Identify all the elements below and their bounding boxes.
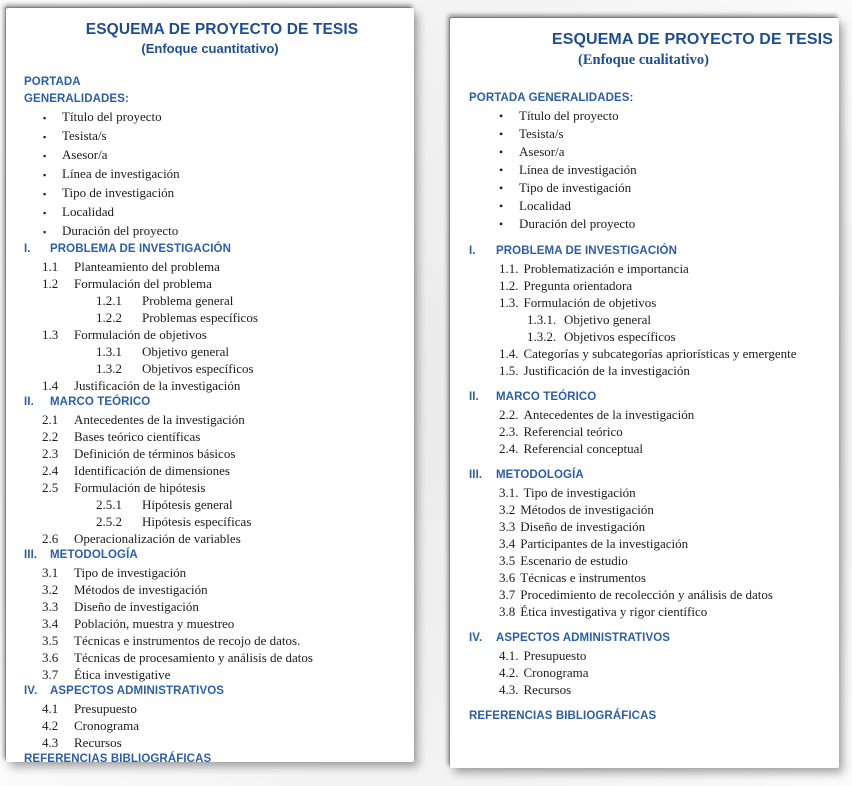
outline-line-sub [6, 513, 414, 530]
square-bullet-icon: ▪ [43, 208, 47, 218]
item-number: 2.2 [42, 429, 59, 444]
item-text: Tipo de investigación [74, 565, 187, 580]
item-text: Definición de términos básicos [74, 446, 236, 461]
item-text: Título del proyecto [62, 109, 162, 124]
outline-line-item [6, 717, 414, 734]
item-text: Diseño de investigación [74, 599, 199, 614]
item-text: Tesista/s [519, 126, 564, 141]
outline-line-bullet [6, 146, 414, 165]
item-text: Recursos [523, 682, 572, 697]
item-text: Categorías y subcategorías apriorísticas y emergente [523, 346, 797, 361]
item-text: REFERENCIAS BIBLIOGRÁFICAS [24, 753, 212, 765]
item-number: 4.2 [42, 718, 59, 733]
square-bullet-icon: ▪ [43, 151, 47, 161]
page-title: ESQUEMA DE PROYECTO DE TESIS [85, 21, 359, 38]
item-text: Técnicas e instrumentos [520, 570, 646, 585]
item-text: Localidad [519, 198, 571, 213]
outline-line-item [6, 275, 414, 292]
outline-line-bullet [6, 165, 414, 184]
outline-line-bullet [450, 215, 839, 233]
outline-line-heading [450, 708, 839, 725]
item-text: Referencial teórico [523, 424, 623, 439]
outline-line-item [6, 666, 414, 683]
item-number: 3.2 [42, 582, 59, 597]
outline-line-bullet [6, 127, 414, 146]
item-number: 3.3 [499, 519, 516, 534]
item-text: Planteamiento del problema [74, 259, 220, 274]
page-header-cuantitativo [6, 8, 414, 58]
outline-line-item [450, 569, 839, 586]
outline-line-item [450, 681, 839, 698]
item-text: Tipo de investigación [62, 185, 175, 200]
item-text: Presupuesto [74, 701, 137, 716]
outline-line-item [6, 615, 414, 632]
item-text: Recursos [74, 735, 122, 750]
item-number: II. [24, 396, 34, 408]
item-number: 3.2 [499, 502, 516, 517]
outline-line-bullet [6, 222, 414, 241]
square-bullet-icon: ▪ [43, 113, 47, 123]
outline-line-bullet [450, 197, 839, 215]
round-bullet-icon: • [499, 109, 504, 123]
outline-line-item [450, 423, 839, 440]
item-text: Operacionalización de variables [74, 531, 241, 546]
outline-line-item [450, 501, 839, 518]
round-bullet-icon: • [499, 181, 504, 195]
outline-line-sub [6, 309, 414, 326]
outline-gap [450, 698, 839, 708]
item-number: 1.1 [42, 259, 59, 274]
outline-line-bullet [450, 161, 839, 179]
outline-line-item [6, 445, 414, 462]
item-number: 1.4 [42, 378, 59, 393]
outline-line-item [450, 552, 839, 569]
outline-cualitativo [450, 90, 839, 725]
item-number: 1.3.1. [527, 312, 557, 327]
item-text: Cronograma [523, 665, 589, 680]
item-number: 1.2.1 [96, 293, 122, 308]
item-text: Localidad [62, 204, 114, 219]
item-text: Justificación de la investigación [74, 378, 241, 393]
item-text: Título del proyecto [519, 108, 619, 123]
item-text: Problematización e importancia [523, 261, 689, 276]
item-number: 1.3.1 [96, 344, 122, 359]
item-text: Tipo de investigación [519, 180, 632, 195]
item-number: 2.2. [499, 407, 519, 422]
page-esquema-cualitativo [450, 18, 839, 768]
item-text: Cronograma [74, 718, 139, 733]
page-subtitle: (Enfoque cualitativo) [578, 52, 709, 68]
square-bullet-icon: ▪ [43, 132, 47, 142]
outline-line-section [6, 394, 414, 411]
outline-line-item [450, 518, 839, 535]
item-text: Objetivo general [142, 344, 229, 359]
round-bullet-icon: • [499, 127, 504, 141]
item-text: Métodos de investigación [74, 582, 208, 597]
item-number: 3.1. [499, 485, 519, 500]
item-number: 1.3.2 [96, 361, 122, 376]
outline-line-item [450, 647, 839, 664]
outline-line-item [6, 564, 414, 581]
outline-line-bullet [6, 203, 414, 222]
page-header-cualitativo [450, 18, 839, 70]
item-number: 4.3 [42, 735, 59, 750]
item-text: Formulación del problema [74, 276, 212, 291]
item-text: REFERENCIAS BIBLIOGRÁFICAS [469, 710, 657, 722]
outline-gap [450, 379, 839, 389]
item-text: Antecedentes de la investigación [74, 412, 245, 427]
item-number: 1.1. [499, 261, 519, 276]
outline-line-section [450, 243, 839, 260]
outline-line-item [450, 277, 839, 294]
item-text: PORTADA [24, 76, 81, 88]
page-esquema-cuantitativo [6, 8, 414, 765]
item-text: Problemas específicos [142, 310, 258, 325]
outline-line-heading [450, 90, 839, 107]
item-number: 1.3. [499, 295, 519, 310]
outline-line-bullet [6, 108, 414, 127]
outline-gap [450, 620, 839, 630]
outline-line-item [6, 598, 414, 615]
outline-line-item [6, 581, 414, 598]
item-number: 1.4. [499, 346, 519, 361]
outline-line-bullet [450, 107, 839, 125]
outline-line-item [6, 734, 414, 751]
outline-line-section [450, 389, 839, 406]
item-text: MARCO TEÓRICO [50, 396, 151, 408]
outline-line-item [450, 484, 839, 501]
item-text: METODOLOGÍA [496, 469, 584, 481]
outline-line-sub [6, 292, 414, 309]
item-number: 1.2 [42, 276, 59, 291]
item-text: Formulación de hipótesis [74, 480, 206, 495]
outline-line-item [450, 603, 839, 620]
outline-line-bullet [450, 143, 839, 161]
item-number: 2.5 [42, 480, 59, 495]
outline-line-item [450, 406, 839, 423]
outline-line-item [450, 260, 839, 277]
item-text: Tesista/s [62, 128, 107, 143]
item-text: Objetivo general [564, 312, 651, 327]
outline-line-bullet [450, 179, 839, 197]
outline-line-section [450, 630, 839, 647]
round-bullet-icon: • [499, 217, 504, 231]
item-number: III. [469, 469, 483, 481]
item-text: Bases teórico científicas [74, 429, 201, 444]
outline-line-heading [6, 74, 414, 91]
outline-line-item [450, 362, 839, 379]
item-text: Problema general [142, 293, 234, 308]
item-number: 4.3. [499, 682, 519, 697]
outline-line-item [6, 462, 414, 479]
outline-line-item [6, 326, 414, 343]
item-number: II. [469, 391, 479, 403]
item-text: METODOLOGÍA [50, 549, 138, 561]
item-number: 3.1 [42, 565, 59, 580]
item-number: 3.4 [499, 536, 516, 551]
outline-line-item [6, 258, 414, 275]
round-bullet-icon: • [499, 199, 504, 213]
item-number: 2.1 [42, 412, 59, 427]
outline-line-sub [450, 328, 839, 345]
item-text: Diseño de investigación [520, 519, 646, 534]
item-number: 4.1. [499, 648, 519, 663]
page-title: ESQUEMA DE PROYECTO DE TESIS [551, 31, 833, 48]
outline-line-heading [6, 91, 414, 108]
outline-line-item [6, 530, 414, 547]
item-text: GENERALIDADES: [24, 93, 129, 105]
item-text: Tipo de investigación [523, 485, 636, 500]
item-text: Hipótesis específicas [142, 514, 252, 529]
item-number: 1.3.2. [527, 329, 557, 344]
item-number: 3.5 [499, 553, 516, 568]
round-bullet-icon: • [499, 145, 504, 159]
item-text: Línea de investigación [62, 166, 180, 181]
item-text: Asesor/a [62, 147, 108, 162]
item-text: MARCO TEÓRICO [496, 391, 597, 403]
outline-gap [450, 457, 839, 467]
item-number: 1.3 [42, 327, 59, 342]
item-number: III. [24, 549, 38, 561]
item-number: 2.6 [42, 531, 59, 546]
item-number: 2.3 [42, 446, 59, 461]
outline-line-sub [6, 496, 414, 513]
outline-line-sub [6, 360, 414, 377]
item-text: Identificación de dimensiones [74, 463, 230, 478]
item-text: ASPECTOS ADMINISTRATIVOS [50, 685, 225, 697]
outline-line-item [450, 664, 839, 681]
item-text: Hipótesis general [142, 497, 233, 512]
item-text: Objetivos específicos [564, 329, 676, 344]
item-number: 2.5.1 [96, 497, 122, 512]
item-text: Asesor/a [519, 144, 565, 159]
square-bullet-icon: ▪ [43, 227, 47, 237]
square-bullet-icon: ▪ [43, 170, 47, 180]
round-bullet-icon: • [499, 163, 504, 177]
item-text: Presupuesto [523, 648, 587, 663]
item-number: 3.8 [499, 604, 516, 619]
outline-line-item [6, 649, 414, 666]
item-text: Referencial conceptual [523, 441, 643, 456]
item-number: 1.2. [499, 278, 519, 293]
outline-line-bullet [6, 184, 414, 203]
item-number: IV. [469, 632, 483, 644]
item-text: Pregunta orientadora [523, 278, 633, 293]
outline-line-item [6, 632, 414, 649]
item-text: Ética investigativa y rigor científico [520, 604, 708, 619]
item-number: 3.6 [499, 570, 516, 585]
outline-line-item [450, 586, 839, 603]
item-text: Escenario de estudio [520, 553, 628, 568]
item-text: Línea de investigación [519, 162, 637, 177]
outline-line-sub [450, 311, 839, 328]
item-text: Formulación de objetivos [74, 327, 207, 342]
item-number: 3.7 [42, 667, 59, 682]
item-number: IV. [24, 685, 38, 697]
item-number: 4.2. [499, 665, 519, 680]
item-text: Procedimiento de recolección y análisis de datos [520, 587, 773, 602]
outline-line-sub [6, 343, 414, 360]
item-number: 4.1 [42, 701, 59, 716]
item-number: 3.6 [42, 650, 59, 665]
outline-gap [450, 233, 839, 243]
outline-line-item [6, 411, 414, 428]
item-text: PROBLEMA DE INVESTIGACIÓN [50, 243, 231, 255]
outline-line-item [450, 535, 839, 552]
item-number: 2.5.2 [96, 514, 122, 529]
item-text: Objetivos específicos [142, 361, 254, 376]
item-text: Ética investigative [74, 667, 171, 682]
item-number: I. [469, 245, 476, 257]
outline-line-item [450, 294, 839, 311]
item-text: Formulación de objetivos [523, 295, 657, 310]
page-subtitle: (Enfoque cuantitativo) [141, 41, 279, 56]
item-text: Técnicas de procesamiento y análisis de datos [74, 650, 313, 665]
item-number: 3.5 [42, 633, 59, 648]
item-text: Técnicas e instrumentos de recojo de datos. [74, 633, 301, 648]
item-text: Métodos de investigación [520, 502, 654, 517]
outline-line-item [6, 479, 414, 496]
item-text: Duración del proyecto [62, 223, 179, 238]
item-number: 1.2.2 [96, 310, 122, 325]
item-number: 3.3 [42, 599, 59, 614]
outline-line-section [6, 241, 414, 258]
item-text: ASPECTOS ADMINISTRATIVOS [496, 632, 671, 644]
item-text: PROBLEMA DE INVESTIGACIÓN [496, 245, 677, 257]
item-text: Antecedentes de la investigación [523, 407, 695, 422]
item-number: 3.4 [42, 616, 59, 631]
item-text: Población, muestra y muestreo [74, 616, 235, 631]
item-text: Participantes de la investigación [520, 536, 689, 551]
item-number: I. [24, 243, 31, 255]
item-text: PORTADA GENERALIDADES: [469, 92, 634, 104]
outline-line-section [6, 683, 414, 700]
outline-line-item [6, 377, 414, 394]
outline-line-section [450, 467, 839, 484]
item-number: 2.4 [42, 463, 59, 478]
item-number: 2.3. [499, 424, 519, 439]
item-number: 3.7 [499, 587, 516, 602]
item-number: 1.5. [499, 363, 519, 378]
outline-line-item [450, 345, 839, 362]
outline-line-bullet [450, 125, 839, 143]
outline-line-item [6, 700, 414, 717]
item-text: Duración del proyecto [519, 216, 636, 231]
outline-line-item [6, 428, 414, 445]
item-text: Justificación de la investigación [523, 363, 690, 378]
item-number: 2.4. [499, 441, 519, 456]
square-bullet-icon: ▪ [43, 189, 47, 199]
outline-line-heading [6, 751, 414, 768]
outline-line-item [450, 440, 839, 457]
outline-line-section [6, 547, 414, 564]
outline-cuantitativo [6, 74, 414, 768]
